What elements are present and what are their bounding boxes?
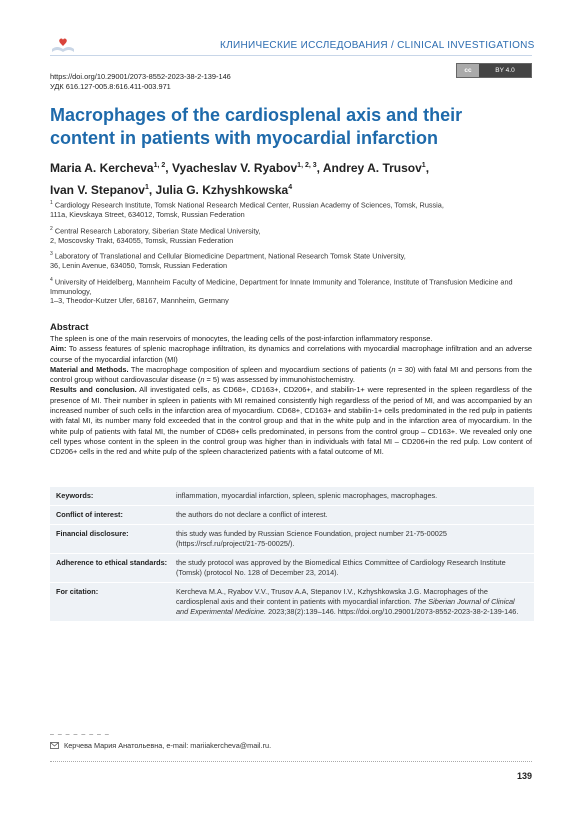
author-affiliation-marker: 1 <box>421 162 426 169</box>
affiliation-item: $^2$ Central Research Laboratory, Siberian State Medical University, 2, Moscovsky Trakt, 634055, Tomsk, Russian Federation <box>50 225 261 245</box>
abstract-results: Results and conclusion. All investigated cells, as CD68+, CD163+, CD206+, and stabilin-1+ were represented in the spleen regardless of the presence of MI. Their number in spleen in patients with MI remained consistently high regardless of the period of MI, and was accompanied by an increased number of such cells in the infarction area of myocardium. CD68+, CD163+ and stabilin-1+ cells predominated in the red pulp in patients with fatal MI, its number many fold exceeded that in the control group and that in the white pulp and in the infarction area of myocardium. In the white pulp of patients with fatal MI, the number of CD68+ cells predominated, in persons from the control group – CD163+. We revealed only one cell types whose content in the spleen in the control group was higher than in individuals with fatal MI – CD206+in the red pulp. Low content of CD206+ cells in the red and white pulp of the spleen characterized patients with a fatal outcome of MI. <box>50 385 532 457</box>
keywords-value: inflammation, myocardial infarction, spleen, splenic macrophages, macrophages. <box>176 491 438 500</box>
ethics-row: Adherence to ethical standards: the study protocol was approved by the Biomedical Ethics Committee of Cardiology Research Institute (Tomsk) (protocol No. 128 of December 23, 2014). <box>50 554 534 583</box>
abstract-aim: Aim: To assess features of splenic macrophage infiltration, its dynamics and correlations with myocardial macrophage infiltration and an adverse course of the myocardial infarction (MI) <box>50 344 533 364</box>
author-name: Andrey A. Trusov <box>322 161 422 175</box>
affiliations <box>50 199 530 311</box>
udc-code: УДК 616.127-005.8:616.411-003.971 <box>50 82 171 91</box>
article-metadata-table <box>50 487 534 622</box>
abstract-heading: Abstract <box>50 322 89 333</box>
citation-value: Kercheva M.A., Ryabov V.V., Trusov A.A, Stepanov I.V., Kzhyshkowska J.G. Macrophages of the cardiosplenal axis and their content in patients with myocardial infarction. The Siberian Journal of Clinical and Experimental Medicine. 2023;38(2):139–146. https://doi.org/10.29001/2073-8552-2023-38-2-139-146. <box>176 587 519 616</box>
author-affiliation-marker: 1, 2 <box>153 162 166 169</box>
corresponding-author <box>50 741 271 750</box>
journal-book-heart-icon <box>50 35 76 55</box>
citation-row: For citation: Kercheva M.A., Ryabov V.V., Trusov A.A, Stepanov I.V., Kzhyshkowska J.G. Macrophages of the cardiosplenal axis and their content in patients with myocardial infarction. The Siberian Journal of Clinical and Experimental Medicine. 2023;38(2):139–146. https://doi.org/10.29001/2073-8552-2023-38-2-139-146. <box>50 583 534 622</box>
keywords-row: Keywords: inflammation, myocardial infarction, spleen, splenic macrophages, macrophages. <box>50 487 534 506</box>
footer-divider <box>50 761 532 762</box>
affiliation-item: $^3$ Laboratory of Translational and Cellular Biomedicine Department, National Research Tomsk State University, 36, Lenin Avenue, 634050, Tomsk, Russian Federation <box>50 251 406 271</box>
doi-link[interactable]: https://doi.org/10.29001/2073-8552-2023-38-2-139-146 <box>50 72 231 81</box>
conflict-row: Conflict of interest: the authors do not declare a conflict of interest. <box>50 506 534 525</box>
page-number: 139 <box>516 771 532 781</box>
envelope-icon <box>50 742 59 749</box>
affiliation-item: $^4$ University of Heidelberg, Mannheim Faculty of Medicine, Department for Innate Immunity and Tolerance, Institute of Transfusion Medicine and Immunology, 1–3, Theodor-Kutzer Ufer, 68167, Mannheim, Germany <box>50 276 513 306</box>
license-label: BY 4.0 <box>479 64 531 77</box>
article-identifiers <box>50 72 231 92</box>
article-title: Macrophages of the cardiosplenal axis and their content in patients with myocardial infarction <box>50 105 463 148</box>
financial-row: Financial disclosure: this study was funded by Russian Science Foundation, project number 21-75-00025 (https://rscf.ru/project/21-75-00025/). <box>50 525 534 554</box>
author-name: Vyacheslav V. Ryabov <box>171 161 298 175</box>
journal-section-title: КЛИНИЧЕСКИЕ ИССЛЕДОВАНИЯ / CLINICAL INVESTIGATIONS <box>220 40 535 51</box>
abstract-section <box>50 322 532 458</box>
author-name: Julia G. Kzhyshkowska <box>155 183 289 197</box>
abstract-intro: The spleen is one of the main reservoirs of monocytes, the leading cells of the post-infarction inflammatory response. <box>50 334 433 343</box>
abstract-methods: Material and Methods. The macrophage composition of spleen and myocardium sections of patients (n = 30) with fatal MI and persons from the control group without cardiovascular disease (n = 5) was assessed by immunohistochemistry. <box>50 364 532 385</box>
author-affiliation-marker: 1 <box>144 184 149 191</box>
header-divider <box>50 55 532 56</box>
author-name: Maria A. Kercheva <box>50 161 154 175</box>
author-affiliation-marker: 4 <box>288 184 293 191</box>
footnote-separator: – – – – – – – – <box>50 731 110 738</box>
cc-icon: cc <box>457 64 479 77</box>
author-list: Maria A. Kercheva$^{1, 2}$, Vyacheslav V. Ryabov$^{1, 2, 3}$, Andrey A. Trusov$^1$, Ivan V. Stepanov$^1$, Julia G. Kzhyshkowska$^4$ <box>50 161 430 197</box>
author-affiliation-marker: 1, 2, 3 <box>297 162 317 169</box>
cc-license-badge[interactable] <box>456 63 532 78</box>
author-name: Ivan V. Stepanov <box>50 183 145 197</box>
affiliation-item: $^1$ Cardiology Research Institute, Tomsk National Research Medical Center, Russian Academy of Sciences, Tomsk, Russia, 111a, Kievskaya Street, 634012, Tomsk, Russian Federation <box>50 200 444 220</box>
contact-email[interactable]: Керчева Мария Анатольевна, e-mail: mariiakercheva@mail.ru. <box>64 741 272 750</box>
